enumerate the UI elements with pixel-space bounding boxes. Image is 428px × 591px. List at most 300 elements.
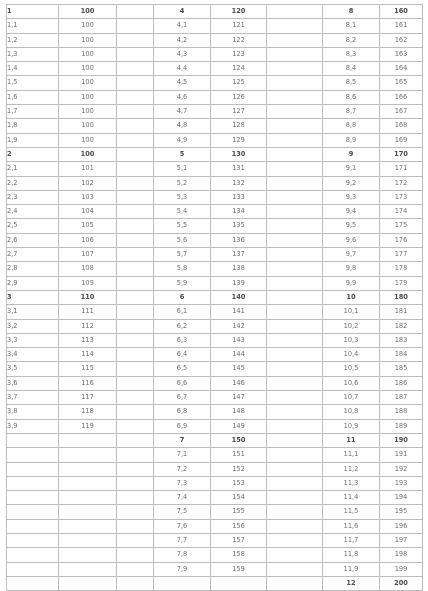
spacer-cell <box>267 233 323 247</box>
table-row <box>7 519 423 533</box>
empty-cell <box>59 433 117 447</box>
key-cell: 11 <box>323 433 380 447</box>
key-cell: 9,8 <box>323 262 380 276</box>
value-cell: 100 <box>59 76 117 90</box>
value-cell: 100 <box>59 47 117 61</box>
key-cell: 3,8 <box>7 405 59 419</box>
spacer-cell <box>117 262 154 276</box>
value-cell: 106 <box>59 233 117 247</box>
spacer-cell <box>117 476 154 490</box>
key-cell: 7,3 <box>154 476 211 490</box>
value-cell: 139 <box>211 276 267 290</box>
value-cell: 162 <box>380 33 423 47</box>
spacer-cell <box>117 233 154 247</box>
key-cell: 3,5 <box>7 362 59 376</box>
value-cell: 122 <box>211 33 267 47</box>
value-cell: 118 <box>59 405 117 419</box>
key-cell: 10,9 <box>323 419 380 433</box>
key-cell: 10,8 <box>323 405 380 419</box>
table-row <box>7 219 423 233</box>
spacer-cell <box>117 76 154 90</box>
table-row <box>7 319 423 333</box>
table-row <box>7 105 423 119</box>
key-cell: 11,4 <box>323 491 380 505</box>
value-cell: 105 <box>59 219 117 233</box>
value-cell: 100 <box>59 5 117 19</box>
key-cell: 10,3 <box>323 333 380 347</box>
value-cell: 137 <box>211 248 267 262</box>
key-cell: 5,4 <box>154 205 211 219</box>
table-row <box>7 19 423 33</box>
spacer-cell <box>267 47 323 61</box>
key-cell: 11,1 <box>323 448 380 462</box>
key-cell: 10,5 <box>323 362 380 376</box>
spacer-cell <box>267 133 323 147</box>
spacer-cell <box>117 305 154 319</box>
key-cell: 7,5 <box>154 505 211 519</box>
key-cell: 2,9 <box>7 276 59 290</box>
key-cell: 10,6 <box>323 376 380 390</box>
key-cell: 8,5 <box>323 76 380 90</box>
key-cell: 6,1 <box>154 305 211 319</box>
value-cell: 134 <box>211 205 267 219</box>
spacer-cell <box>267 491 323 505</box>
value-cell: 184 <box>380 348 423 362</box>
value-table <box>6 4 423 591</box>
value-cell: 188 <box>380 405 423 419</box>
key-cell: 8 <box>323 5 380 19</box>
value-cell: 100 <box>59 119 117 133</box>
table-row <box>7 33 423 47</box>
table-row <box>7 533 423 547</box>
spacer-cell <box>117 562 154 576</box>
spacer-cell <box>117 133 154 147</box>
value-cell: 112 <box>59 319 117 333</box>
key-cell: 9 <box>323 147 380 161</box>
spacer-cell <box>117 62 154 76</box>
value-cell: 149 <box>211 419 267 433</box>
spacer-cell <box>267 462 323 476</box>
key-cell: 11,8 <box>323 548 380 562</box>
key-cell: 9,2 <box>323 176 380 190</box>
table-row <box>7 405 423 419</box>
empty-cell <box>59 533 117 547</box>
key-cell: 12 <box>323 576 380 590</box>
value-cell: 141 <box>211 305 267 319</box>
key-cell: 5,5 <box>154 219 211 233</box>
key-cell: 3,4 <box>7 348 59 362</box>
key-cell: 11,2 <box>323 462 380 476</box>
spacer-cell <box>117 433 154 447</box>
spacer-cell <box>267 419 323 433</box>
value-cell: 130 <box>211 147 267 161</box>
value-cell: 176 <box>380 233 423 247</box>
spacer-cell <box>267 147 323 161</box>
key-cell: 7,9 <box>154 562 211 576</box>
table-row <box>7 262 423 276</box>
value-cell: 183 <box>380 333 423 347</box>
table-row <box>7 119 423 133</box>
value-cell: 172 <box>380 176 423 190</box>
spacer-cell <box>117 162 154 176</box>
table-body <box>7 5 423 591</box>
table-container <box>6 4 422 591</box>
spacer-cell <box>117 190 154 204</box>
value-cell: 199 <box>380 562 423 576</box>
spacer-cell <box>117 119 154 133</box>
table-row <box>7 333 423 347</box>
value-cell: 115 <box>59 362 117 376</box>
spacer-cell <box>267 276 323 290</box>
value-cell: 132 <box>211 176 267 190</box>
empty-cell <box>7 433 59 447</box>
key-cell: 2,3 <box>7 190 59 204</box>
value-cell: 100 <box>59 19 117 33</box>
value-cell: 113 <box>59 333 117 347</box>
value-cell: 152 <box>211 462 267 476</box>
key-cell: 7,6 <box>154 519 211 533</box>
value-cell: 186 <box>380 376 423 390</box>
key-cell: 1,4 <box>7 62 59 76</box>
value-cell: 100 <box>59 90 117 104</box>
spacer-cell <box>267 362 323 376</box>
key-cell: 3,3 <box>7 333 59 347</box>
key-cell: 5,6 <box>154 233 211 247</box>
empty-cell <box>7 548 59 562</box>
key-cell: 4,8 <box>154 119 211 133</box>
spacer-cell <box>267 476 323 490</box>
key-cell: 8,2 <box>323 33 380 47</box>
empty-cell <box>59 548 117 562</box>
spacer-cell <box>117 576 154 590</box>
value-cell: 191 <box>380 448 423 462</box>
value-cell: 196 <box>380 519 423 533</box>
spacer-cell <box>267 262 323 276</box>
key-cell: 2,5 <box>7 219 59 233</box>
value-cell: 155 <box>211 505 267 519</box>
key-cell: 10 <box>323 290 380 304</box>
table-row <box>7 548 423 562</box>
value-cell: 189 <box>380 419 423 433</box>
spacer-cell <box>117 419 154 433</box>
spacer-cell <box>117 391 154 405</box>
spacer-cell <box>117 105 154 119</box>
table-row <box>7 233 423 247</box>
key-cell: 5,2 <box>154 176 211 190</box>
value-cell: 148 <box>211 405 267 419</box>
spacer-cell <box>117 5 154 19</box>
value-cell: 154 <box>211 491 267 505</box>
spacer-cell <box>267 119 323 133</box>
key-cell: 1 <box>7 5 59 19</box>
value-cell: 195 <box>380 505 423 519</box>
empty-cell <box>59 491 117 505</box>
value-cell: 100 <box>59 133 117 147</box>
value-cell: 101 <box>59 162 117 176</box>
spacer-cell <box>267 305 323 319</box>
key-cell: 4,9 <box>154 133 211 147</box>
value-cell: 179 <box>380 276 423 290</box>
spacer-cell <box>267 376 323 390</box>
spacer-cell <box>267 162 323 176</box>
value-cell: 150 <box>211 433 267 447</box>
value-cell: 143 <box>211 333 267 347</box>
value-cell: 161 <box>380 19 423 33</box>
spacer-cell <box>117 533 154 547</box>
empty-cell <box>7 491 59 505</box>
empty-cell <box>59 476 117 490</box>
spacer-cell <box>267 76 323 90</box>
table-row <box>7 462 423 476</box>
value-cell: 178 <box>380 262 423 276</box>
key-cell: 1,7 <box>7 105 59 119</box>
key-cell: 7 <box>154 433 211 447</box>
table-row <box>7 90 423 104</box>
spacer-cell <box>267 319 323 333</box>
key-cell: 7,7 <box>154 533 211 547</box>
key-cell: 1,6 <box>7 90 59 104</box>
value-cell: 114 <box>59 348 117 362</box>
value-cell: 100 <box>59 105 117 119</box>
value-cell: 165 <box>380 76 423 90</box>
spacer-cell <box>267 519 323 533</box>
value-cell: 128 <box>211 119 267 133</box>
spacer-cell <box>117 276 154 290</box>
value-cell: 167 <box>380 105 423 119</box>
table-row <box>7 76 423 90</box>
value-cell: 129 <box>211 133 267 147</box>
key-cell: 2,7 <box>7 248 59 262</box>
value-cell: 163 <box>380 47 423 61</box>
spacer-cell <box>117 319 154 333</box>
value-cell: 160 <box>380 5 423 19</box>
value-cell: 138 <box>211 262 267 276</box>
spacer-cell <box>117 33 154 47</box>
spacer-cell <box>117 147 154 161</box>
spacer-cell <box>267 433 323 447</box>
value-cell: 140 <box>211 290 267 304</box>
key-cell: 8,6 <box>323 90 380 104</box>
value-cell: 187 <box>380 391 423 405</box>
key-cell: 6,4 <box>154 348 211 362</box>
table-row <box>7 362 423 376</box>
value-cell: 146 <box>211 376 267 390</box>
key-cell: 5 <box>154 147 211 161</box>
value-cell: 142 <box>211 319 267 333</box>
key-cell: 10,4 <box>323 348 380 362</box>
key-cell: 5,3 <box>154 190 211 204</box>
value-cell: 100 <box>59 147 117 161</box>
empty-cell <box>59 562 117 576</box>
spacer-cell <box>117 176 154 190</box>
empty-cell <box>211 576 267 590</box>
value-cell: 177 <box>380 248 423 262</box>
value-cell: 119 <box>59 419 117 433</box>
value-cell: 120 <box>211 5 267 19</box>
value-cell: 192 <box>380 462 423 476</box>
value-cell: 156 <box>211 519 267 533</box>
key-cell: 4,4 <box>154 62 211 76</box>
spacer-cell <box>117 376 154 390</box>
key-cell: 3,6 <box>7 376 59 390</box>
table-row <box>7 562 423 576</box>
value-cell: 157 <box>211 533 267 547</box>
spacer-cell <box>117 333 154 347</box>
key-cell: 7,8 <box>154 548 211 562</box>
spacer-cell <box>267 90 323 104</box>
spacer-cell <box>267 533 323 547</box>
table-row <box>7 248 423 262</box>
value-cell: 185 <box>380 362 423 376</box>
key-cell: 6,8 <box>154 405 211 419</box>
spacer-cell <box>267 405 323 419</box>
key-cell: 9,7 <box>323 248 380 262</box>
empty-cell <box>7 505 59 519</box>
key-cell: 2,2 <box>7 176 59 190</box>
key-cell: 7,2 <box>154 462 211 476</box>
key-cell: 5,8 <box>154 262 211 276</box>
key-cell: 5,7 <box>154 248 211 262</box>
key-cell: 4,6 <box>154 90 211 104</box>
spacer-cell <box>117 491 154 505</box>
key-cell: 6,7 <box>154 391 211 405</box>
empty-cell <box>7 519 59 533</box>
empty-cell <box>7 476 59 490</box>
key-cell: 11,7 <box>323 533 380 547</box>
spacer-cell <box>267 348 323 362</box>
table-row <box>7 348 423 362</box>
key-cell: 8,9 <box>323 133 380 147</box>
key-cell: 4 <box>154 5 211 19</box>
key-cell: 8,3 <box>323 47 380 61</box>
table-row <box>7 576 423 590</box>
key-cell: 5,9 <box>154 276 211 290</box>
empty-cell <box>59 462 117 476</box>
key-cell: 9,6 <box>323 233 380 247</box>
key-cell: 6,5 <box>154 362 211 376</box>
table-row <box>7 276 423 290</box>
table-row <box>7 391 423 405</box>
key-cell: 9,9 <box>323 276 380 290</box>
spacer-cell <box>267 333 323 347</box>
spacer-cell <box>117 462 154 476</box>
spacer-cell <box>267 19 323 33</box>
value-cell: 190 <box>380 433 423 447</box>
key-cell: 9,3 <box>323 190 380 204</box>
spacer-cell <box>267 576 323 590</box>
spacer-cell <box>117 205 154 219</box>
key-cell: 3,9 <box>7 419 59 433</box>
value-cell: 164 <box>380 62 423 76</box>
empty-cell <box>59 576 117 590</box>
key-cell: 8,1 <box>323 19 380 33</box>
key-cell: 4,3 <box>154 47 211 61</box>
key-cell: 2,6 <box>7 233 59 247</box>
empty-cell <box>7 448 59 462</box>
spacer-cell <box>117 405 154 419</box>
value-cell: 135 <box>211 219 267 233</box>
key-cell: 11,6 <box>323 519 380 533</box>
table-row <box>7 305 423 319</box>
spacer-cell <box>117 90 154 104</box>
spacer-cell <box>117 362 154 376</box>
spacer-cell <box>117 548 154 562</box>
spacer-cell <box>267 505 323 519</box>
key-cell: 7,1 <box>154 448 211 462</box>
value-cell: 145 <box>211 362 267 376</box>
spacer-cell <box>117 47 154 61</box>
key-cell: 4,5 <box>154 76 211 90</box>
value-cell: 117 <box>59 391 117 405</box>
spacer-cell <box>117 290 154 304</box>
spacer-cell <box>267 448 323 462</box>
key-cell: 10,1 <box>323 305 380 319</box>
value-cell: 110 <box>59 290 117 304</box>
key-cell: 9,1 <box>323 162 380 176</box>
spacer-cell <box>117 505 154 519</box>
value-cell: 175 <box>380 219 423 233</box>
key-cell: 10,2 <box>323 319 380 333</box>
spacer-cell <box>117 348 154 362</box>
value-cell: 123 <box>211 47 267 61</box>
value-cell: 173 <box>380 190 423 204</box>
spacer-cell <box>267 176 323 190</box>
spacer-cell <box>267 548 323 562</box>
value-cell: 181 <box>380 305 423 319</box>
key-cell: 8,8 <box>323 119 380 133</box>
key-cell: 6,2 <box>154 319 211 333</box>
spacer-cell <box>267 219 323 233</box>
key-cell: 8,4 <box>323 62 380 76</box>
table-row <box>7 190 423 204</box>
value-cell: 100 <box>59 62 117 76</box>
key-cell: 1,3 <box>7 47 59 61</box>
key-cell: 11,5 <box>323 505 380 519</box>
table-row <box>7 433 423 447</box>
value-cell: 174 <box>380 205 423 219</box>
key-cell: 3,1 <box>7 305 59 319</box>
value-cell: 194 <box>380 491 423 505</box>
value-cell: 103 <box>59 190 117 204</box>
key-cell: 6,9 <box>154 419 211 433</box>
key-cell: 2,1 <box>7 162 59 176</box>
key-cell: 4,1 <box>154 19 211 33</box>
key-cell: 3,7 <box>7 391 59 405</box>
key-cell: 6,3 <box>154 333 211 347</box>
table-row <box>7 47 423 61</box>
value-cell: 197 <box>380 533 423 547</box>
value-cell: 144 <box>211 348 267 362</box>
spacer-cell <box>117 248 154 262</box>
empty-cell <box>7 562 59 576</box>
table-row <box>7 476 423 490</box>
value-cell: 170 <box>380 147 423 161</box>
table-row <box>7 133 423 147</box>
value-cell: 151 <box>211 448 267 462</box>
table-row <box>7 419 423 433</box>
empty-cell <box>7 533 59 547</box>
empty-cell <box>59 505 117 519</box>
key-cell: 10,7 <box>323 391 380 405</box>
key-cell: 8,7 <box>323 105 380 119</box>
empty-cell <box>59 519 117 533</box>
table-row <box>7 162 423 176</box>
spacer-cell <box>117 19 154 33</box>
spacer-cell <box>267 562 323 576</box>
spacer-cell <box>117 448 154 462</box>
key-cell: 6,6 <box>154 376 211 390</box>
value-cell: 127 <box>211 105 267 119</box>
